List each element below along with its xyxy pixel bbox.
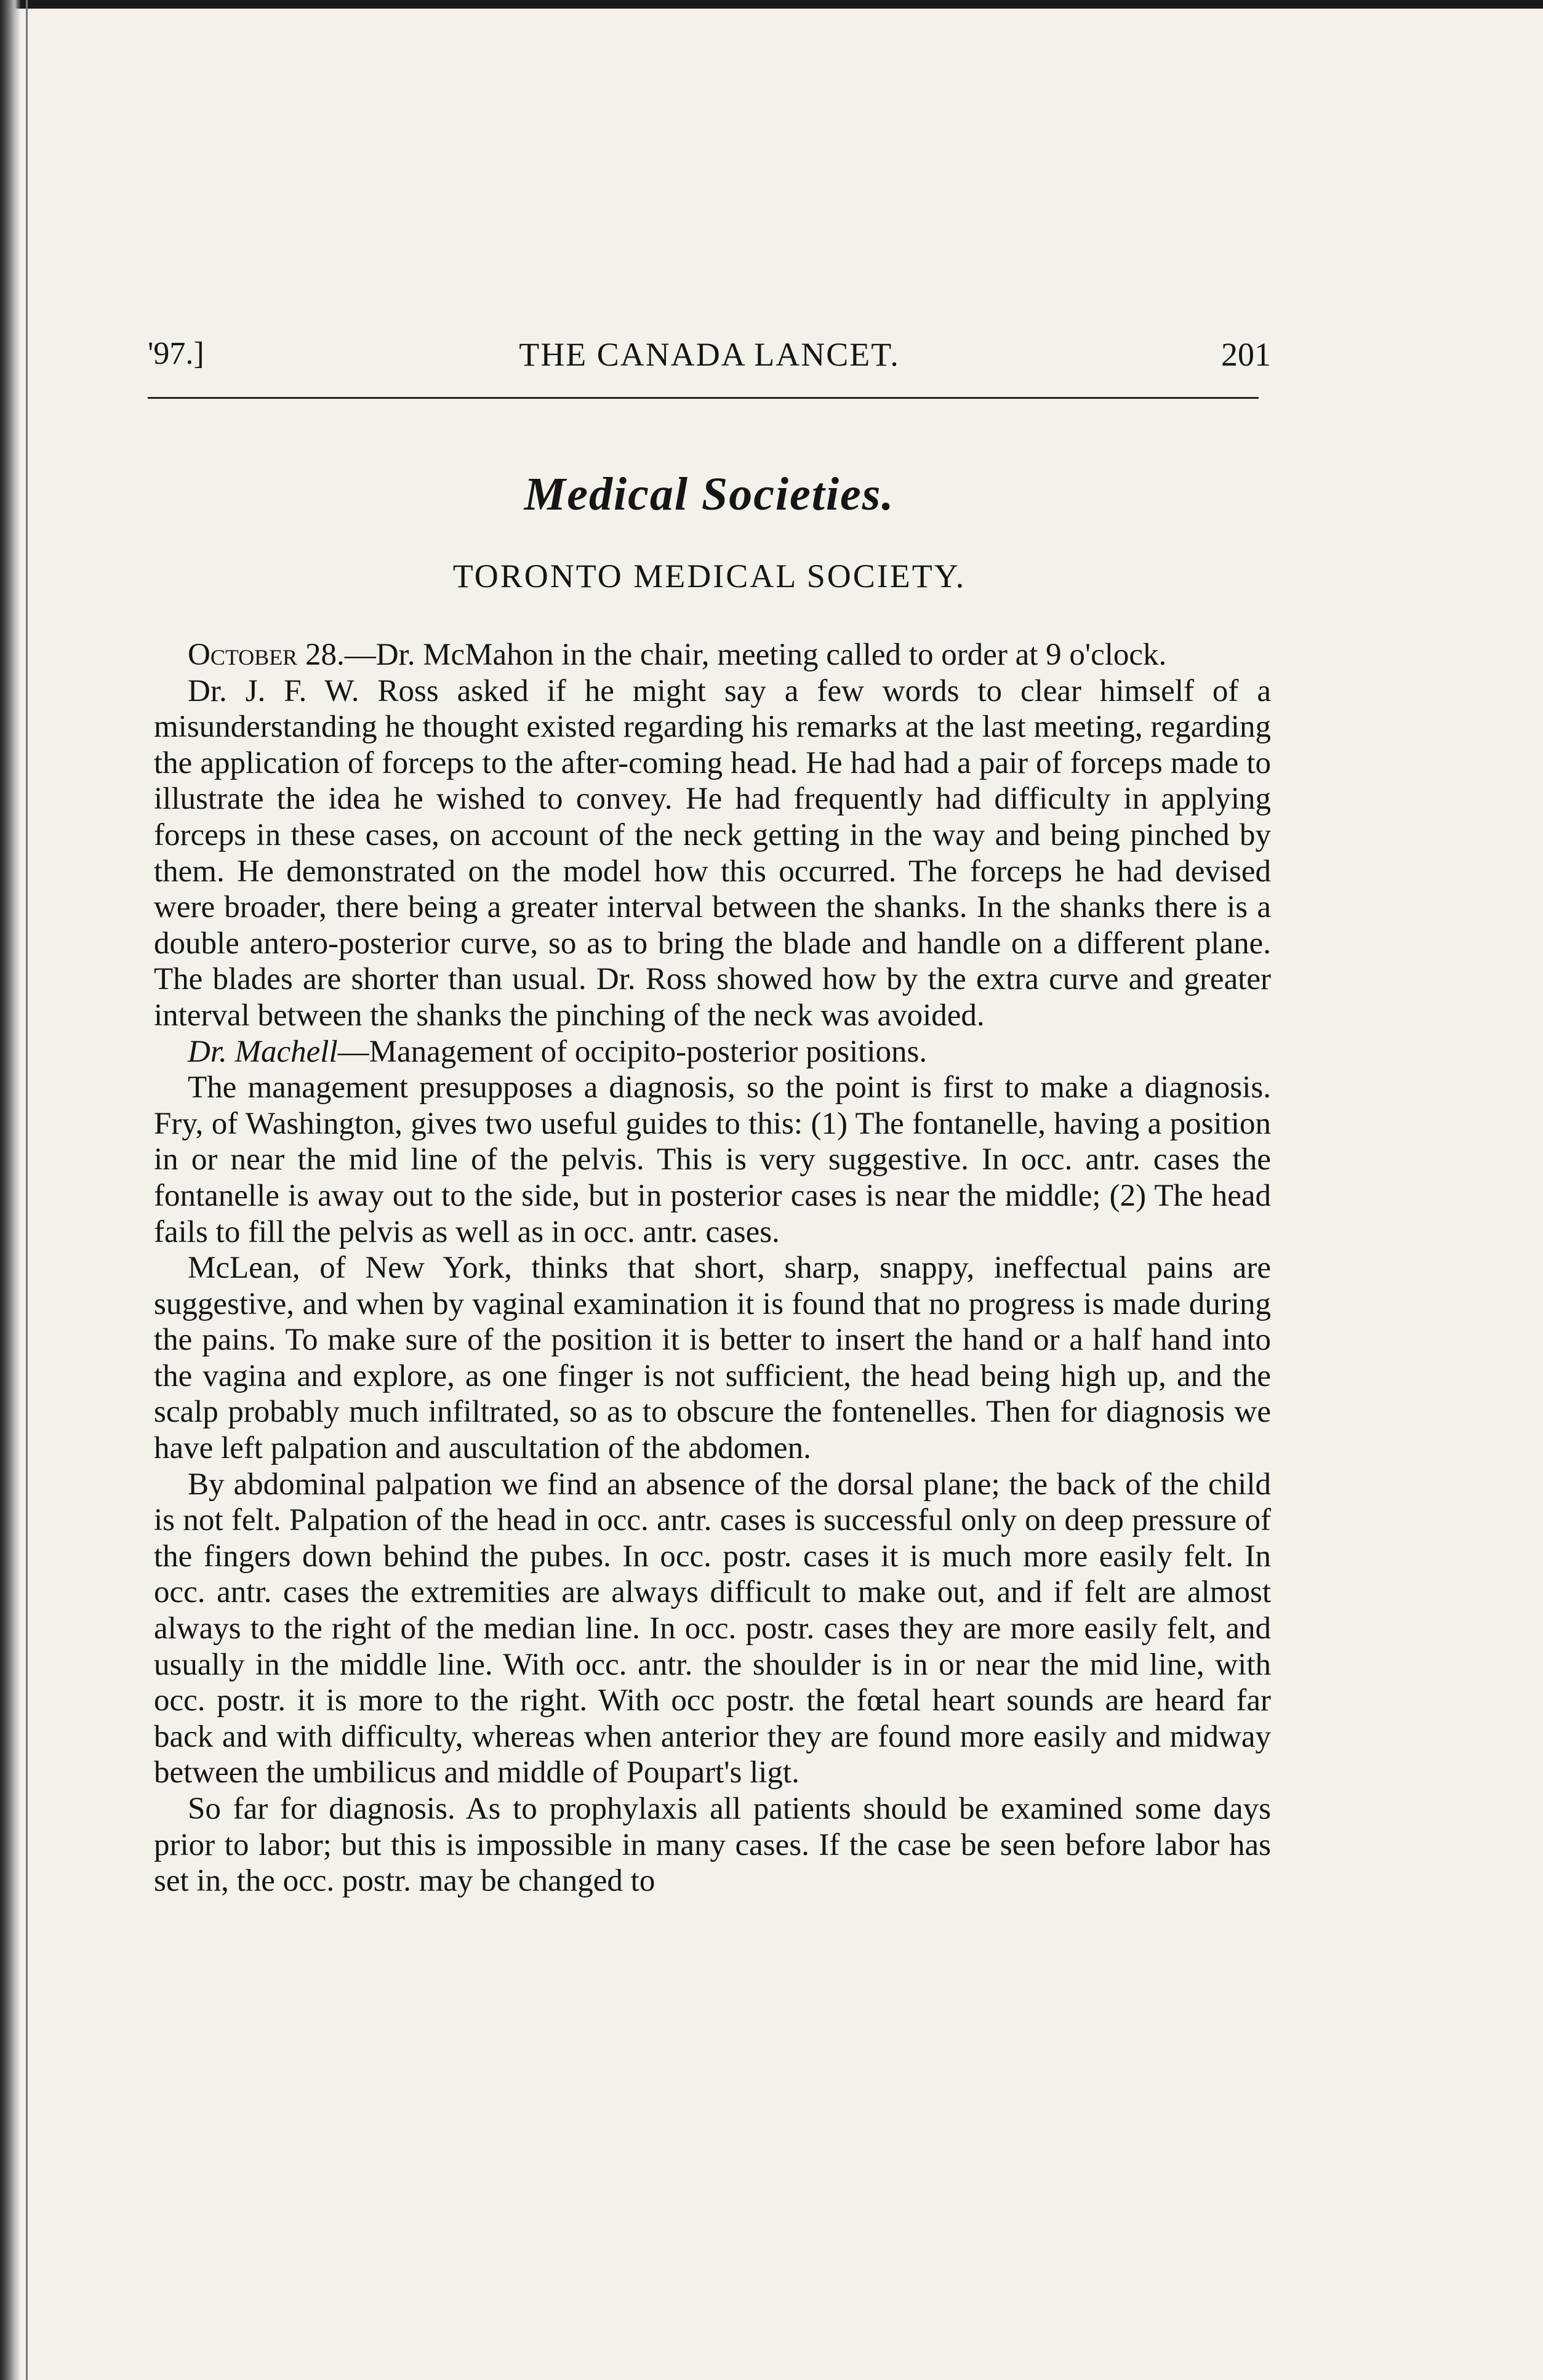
left-binding-shadow: [0, 0, 21, 2380]
article-body: [154, 637, 1271, 1899]
paragraph-prophylaxis: So far for diagnosis. As to prophylaxis all patients should be examined some days prior to labor; but this is impossible in many cases. If the case be seen before labor has set in, the occ. postr. may be changed to: [154, 1792, 1271, 1899]
left-margin-line: [26, 0, 28, 2380]
header-journal-title: THE CANADA LANCET.: [519, 336, 900, 373]
paragraph-ross-remarks: Dr. J. F. W. Ross asked if he might say a few words to clear himself of a misunderstanding he thought existed regarding his remarks at the last meeting, regarding the application of forceps to the after-coming head. He had had a pair of forceps made to illustrate the idea he wished to convey. He had frequently had difficulty in applying forceps in these cases, on account of the neck getting in the way and being pinched by them. He demonstrated on the model how this occurred. The forceps he had devised were broader, there being a greater interval between the shanks. In the shanks there is a double antero-posterior curve, so as to bring the blade and handle on a different plane. The blades are shorter than usual. Dr. Ross showed how by the extra curve and greater interval between the shanks the pinching of the neck was avoided.: [154, 673, 1271, 1033]
header-issue: '97.]: [148, 336, 204, 371]
society-title: TORONTO MEDICAL SOCIETY.: [452, 558, 966, 595]
paragraph-mclean: McLean, of New York, thinks that short, sharp, snappy, ineffectual pains are suggestive, and when by vaginal examination it is found that no progress is made during the pains. To make sure of the position it is better to insert the hand or a half hand into the vagina and explore, as one finger is not sufficient, the head being high up, and the scalp probably much infiltrated, so as to obscure the fontenelles. Then for diagnosis we have left palpation and auscultation of the abdomen.: [154, 1251, 1271, 1466]
paragraph-machell-topic: [154, 1034, 1271, 1070]
paragraph-abdominal-palpation: By abdominal palpation we find an absence of the dorsal plane; the back of the child is not felt. Palpation of the head in occ. antr. cases is successful only on deep pressure of the fingers down behind the pubes. In occ. postr. cases it is much more easily felt. In occ. antr. cases the extremities are always difficult to make out, and if felt are almost always to the right of the median line. In occ. postr. cases they are more easily felt, and usually in the middle line. With occ. antr. the shoulder is in or near the mid line, with occ. postr. it is more to the right. With occ postr. the fœtal heart sounds are heard far back and with difficulty, whereas when anterior they are found more easily and midway between the umbilicus and middle of Poupart's ligt.: [154, 1467, 1271, 1790]
speaker-name: Dr. Machell: [188, 1034, 338, 1069]
paragraph-meeting-opening: [154, 637, 1271, 673]
running-header: [148, 335, 1271, 385]
header-rule: [148, 397, 1259, 399]
top-scan-border: [0, 0, 1543, 9]
meeting-opening-text: 28.—Dr. McMahon in the chair, meeting called to order at 9 o'clock.: [297, 638, 1167, 672]
header-page-number: 201: [1221, 336, 1271, 373]
meeting-date-month: October: [188, 638, 298, 672]
paragraph-diagnosis-fry: The management presupposes a diagnosis, so the point is first to make a diagnosis. Fry, of Washington, gives two useful guides to this: (1) The fontanelle, having a position in or near the mid line of the pelvis. This is very suggestive. In occ. antr. cases the fontanelle is away out to the side, but in posterior cases is near the middle; (2) The head fails to fill the pelvis as well as in occ. antr. cases.: [154, 1070, 1271, 1249]
topic-text: —Management of occipito-posterior positions.: [337, 1034, 928, 1069]
section-title: Medical Societies.: [524, 468, 895, 520]
